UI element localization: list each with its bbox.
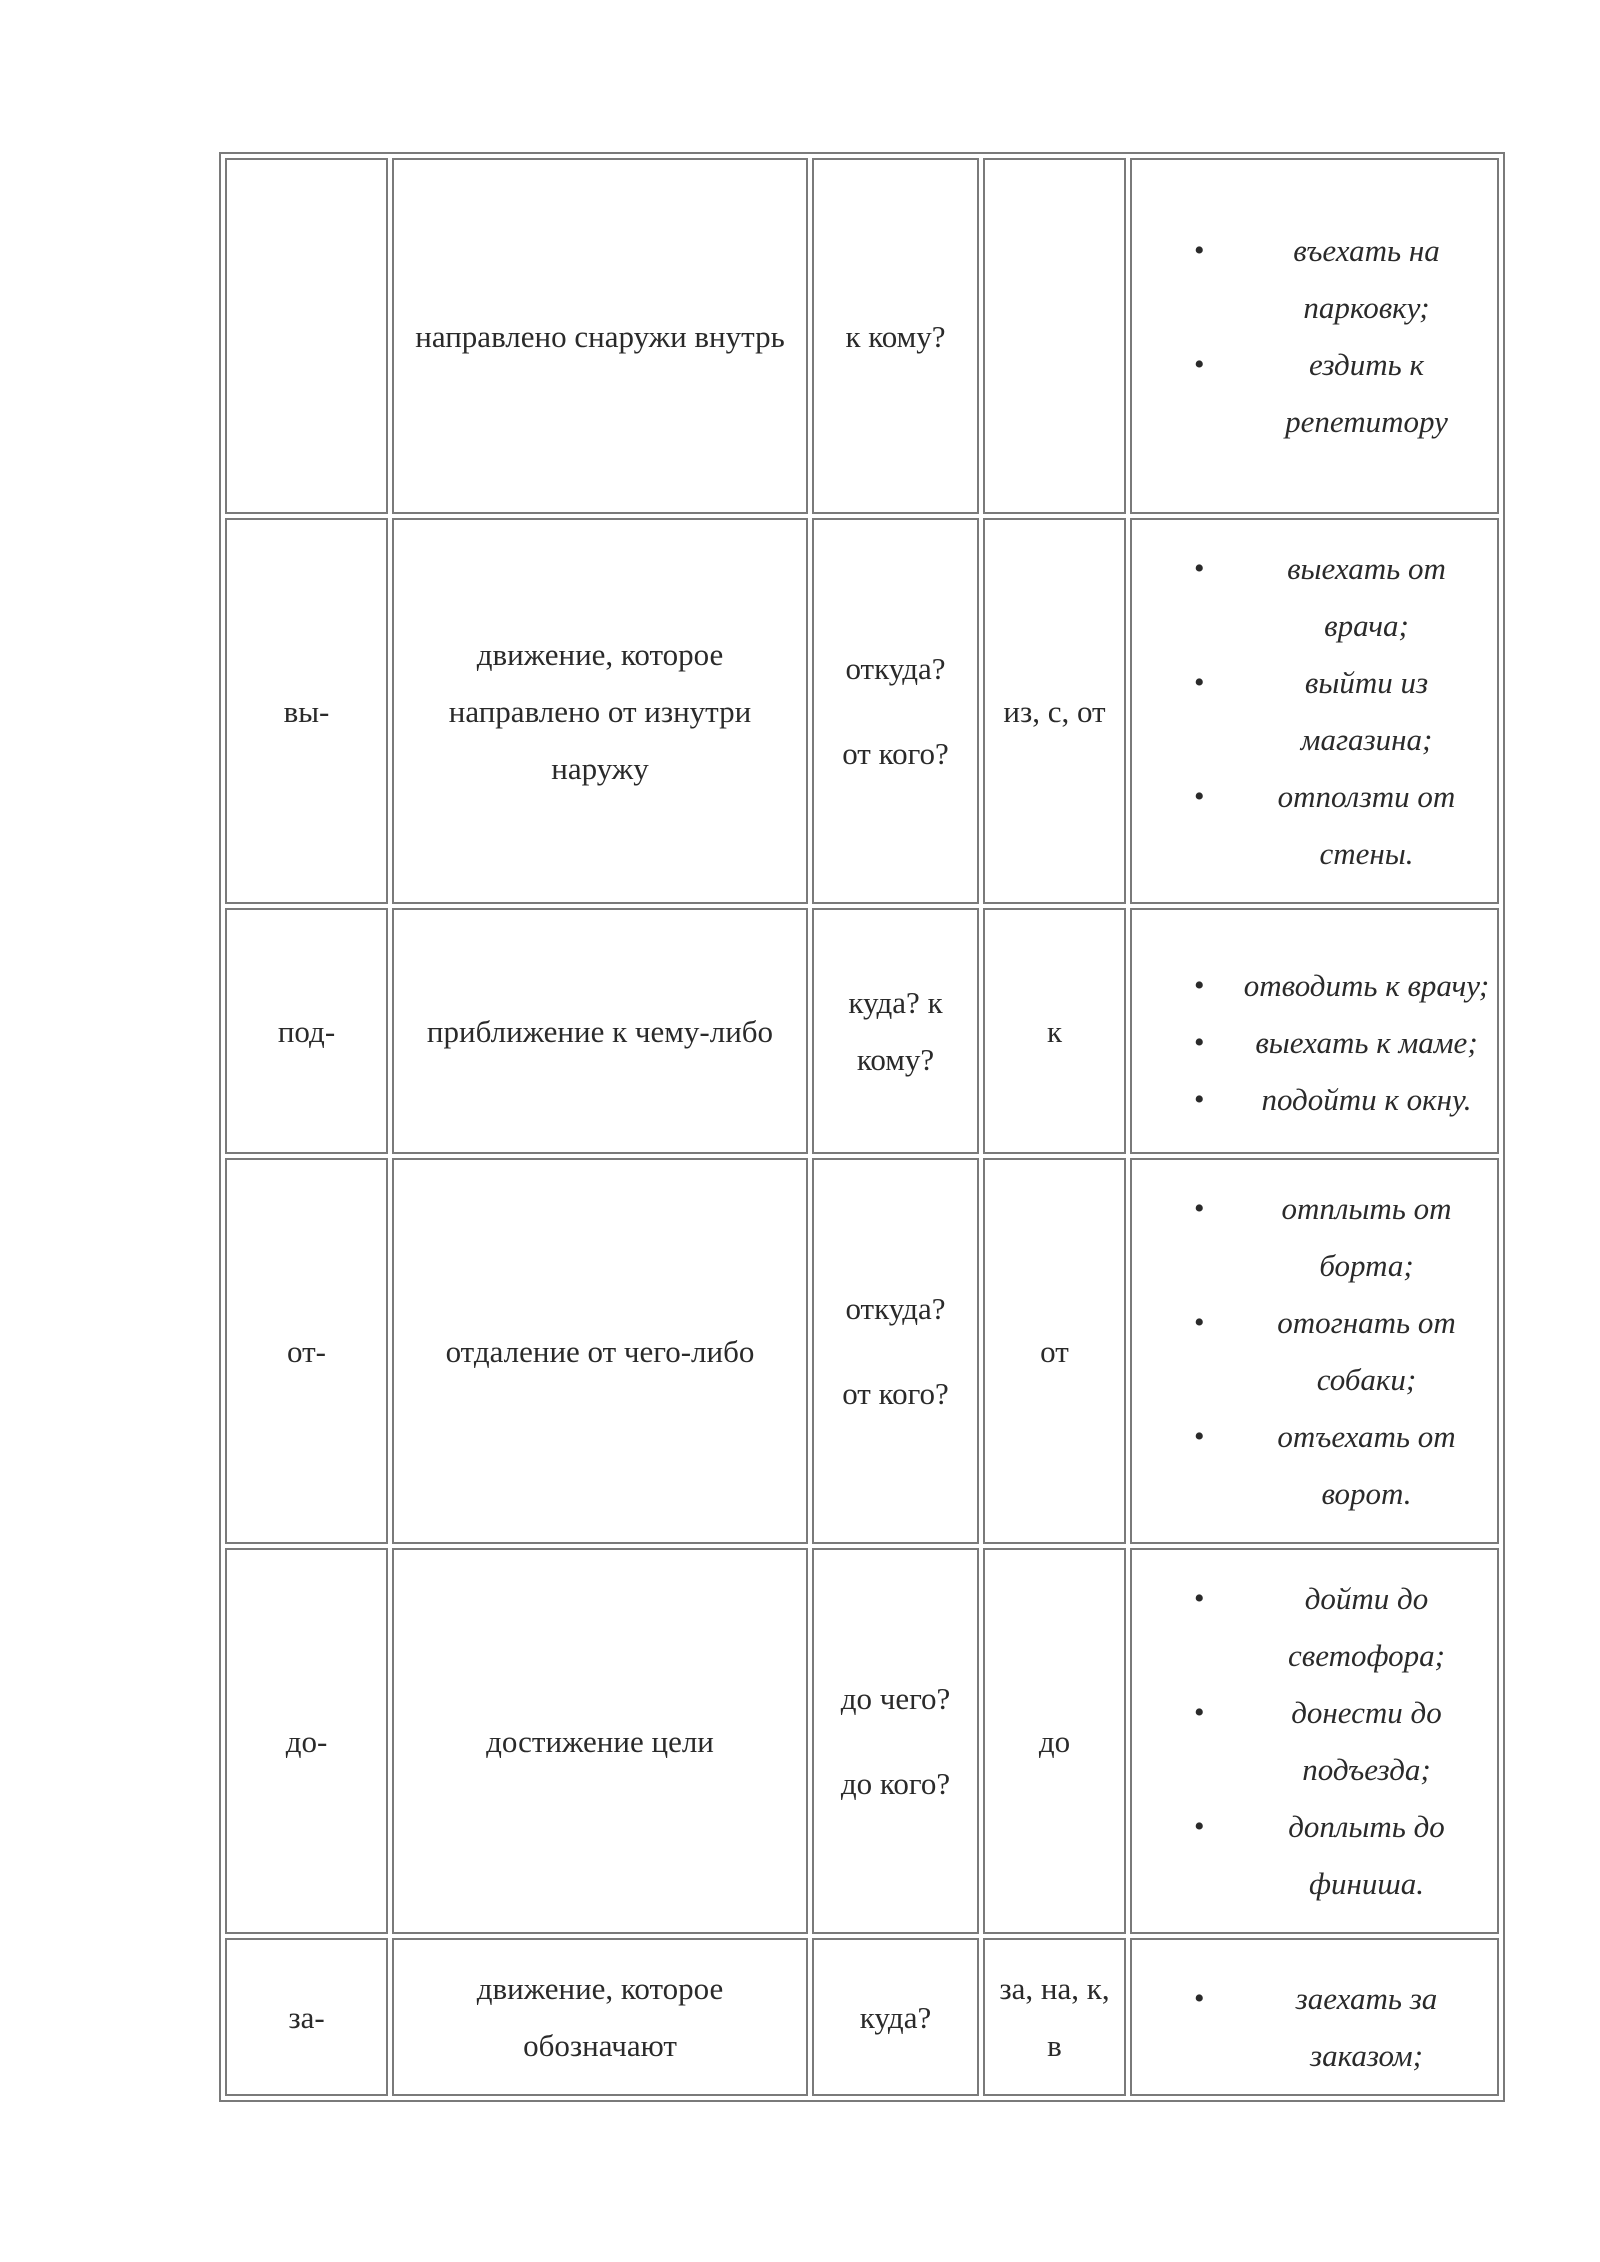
table-row xyxy=(225,1938,1499,2096)
examples-list xyxy=(1138,957,1491,1128)
question-text: откуда? xyxy=(845,651,946,686)
table-row xyxy=(225,1548,1499,1934)
examples-cell xyxy=(1130,908,1499,1154)
question-cell xyxy=(812,1938,979,2096)
meaning-cell: направлено снаружи внутрь xyxy=(392,158,808,514)
question-text: куда? xyxy=(859,1999,932,2035)
example-item: • отползти от стены. xyxy=(1242,768,1491,882)
question-text: до кого? xyxy=(840,1766,951,1801)
preposition-cell: к xyxy=(983,908,1126,1154)
prefix-cell: вы- xyxy=(225,518,388,904)
question-text: до чего? xyxy=(840,1681,951,1716)
example-item: • заехать за заказом; xyxy=(1242,1970,1491,2084)
examples-list xyxy=(1138,1570,1491,1912)
example-item: • выехать от врача; xyxy=(1242,540,1491,654)
example-item: • отогнать от собаки; xyxy=(1242,1294,1491,1408)
example-item: • въехать на парковку; xyxy=(1242,222,1491,336)
examples-cell xyxy=(1130,1938,1499,2096)
prefix-table xyxy=(219,152,1505,2102)
question-cell xyxy=(812,1158,979,1544)
question-cell xyxy=(812,158,979,514)
prefix-cell: за- xyxy=(225,1938,388,2096)
question-cell xyxy=(812,1548,979,1934)
meaning-cell: отдаление от чего-либо xyxy=(392,1158,808,1544)
example-item: • отъехать от ворот. xyxy=(1242,1408,1491,1522)
examples-list xyxy=(1138,1970,1491,2084)
table-row xyxy=(225,1158,1499,1544)
example-item: • ездить к репетитору xyxy=(1242,336,1491,450)
examples-cell xyxy=(1130,1158,1499,1544)
examples-cell xyxy=(1130,518,1499,904)
prefix-cell: до- xyxy=(225,1548,388,1934)
examples-cell xyxy=(1130,158,1499,514)
table-row xyxy=(225,158,1499,514)
question-text: от кого? xyxy=(842,736,949,771)
meaning-cell: движение, которое направлено от изнутри наружу xyxy=(392,518,808,904)
meaning-cell: достижение цели xyxy=(392,1548,808,1934)
example-item: • доплыть до финиша. xyxy=(1242,1798,1491,1912)
table-row xyxy=(225,518,1499,904)
example-item: • отводить к врачу; xyxy=(1242,957,1491,1014)
example-item: • подойти к окну. xyxy=(1242,1071,1491,1128)
preposition-cell xyxy=(983,158,1126,514)
preposition-cell: из, с, от xyxy=(983,518,1126,904)
examples-list xyxy=(1138,1180,1491,1522)
example-item: • донести до подъезда; xyxy=(1242,1684,1491,1798)
example-item: • выехать к маме; xyxy=(1242,1014,1491,1071)
question-cell xyxy=(812,908,979,1154)
prefix-cell xyxy=(225,158,388,514)
meaning-cell: приближение к чему-либо xyxy=(392,908,808,1154)
question-text: куда? к кому? xyxy=(848,985,943,1077)
question-text: откуда? xyxy=(845,1291,946,1326)
question-text: от кого? xyxy=(842,1376,949,1411)
meaning-cell: движение, которое обозначают xyxy=(392,1938,808,2096)
question-text: к кому? xyxy=(845,318,946,354)
table-row xyxy=(225,908,1499,1154)
examples-cell xyxy=(1130,1548,1499,1934)
example-item: • выйти из магазина; xyxy=(1242,654,1491,768)
examples-list xyxy=(1138,222,1491,450)
preposition-cell: за, на, к, в xyxy=(983,1938,1126,2096)
example-item: • отплыть от борта; xyxy=(1242,1180,1491,1294)
examples-list xyxy=(1138,540,1491,882)
prefix-cell: от- xyxy=(225,1158,388,1544)
question-cell xyxy=(812,518,979,904)
preposition-cell: от xyxy=(983,1158,1126,1544)
prefix-cell: под- xyxy=(225,908,388,1154)
preposition-cell: до xyxy=(983,1548,1126,1934)
example-item: • дойти до светофора; xyxy=(1242,1570,1491,1684)
